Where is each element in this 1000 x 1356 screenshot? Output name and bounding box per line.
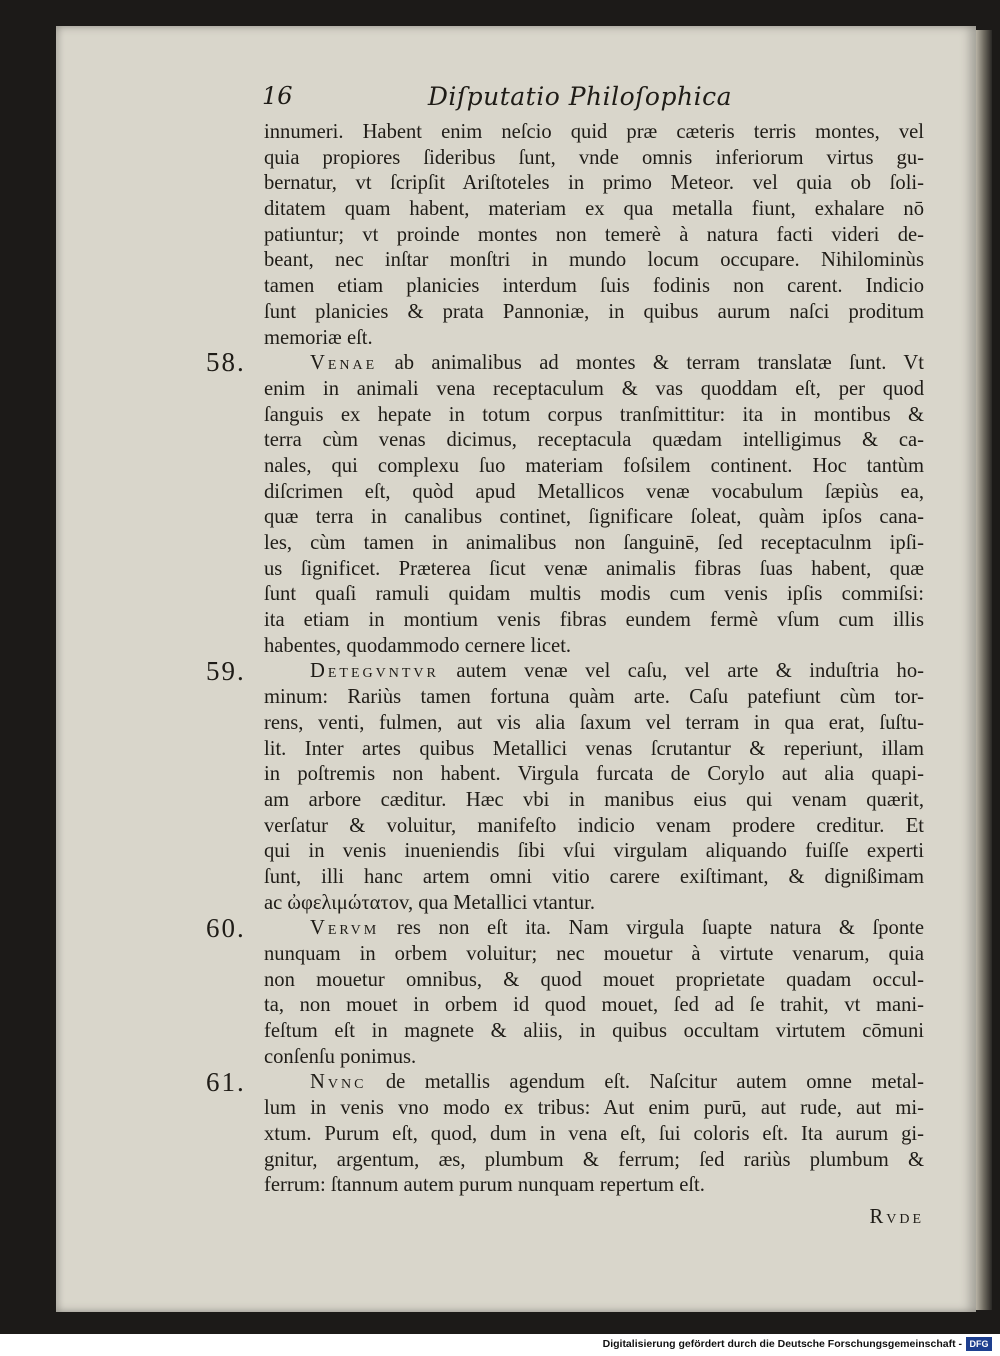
text-line: in poſtremis non habent. Virgula furcata de Corylo aut alia quapi- bbox=[264, 763, 924, 786]
text-line: rens, venti, fulmen, aut vis alia ſaxum vel terram in qua erat, ſuſtu- bbox=[264, 711, 924, 734]
text-line: habentes, quodammodo cernere licet. bbox=[264, 634, 572, 657]
text-line: xtum. Purum eſt, quod, dum in vena eſt, ſui coloris eſt. Ita aurum gi- bbox=[264, 1122, 924, 1145]
text-line: patiuntur; vt proinde montes non temerè à natura facti videri de- bbox=[264, 223, 924, 246]
footer-bar bbox=[0, 1334, 1000, 1356]
body-text bbox=[264, 120, 924, 1231]
text-line: conſenſu ponimus. bbox=[264, 1045, 417, 1068]
text-line: bernatur, vt ſcripſit Ariſtoteles in primo Meteor. vel quia ob ſoli- bbox=[264, 172, 924, 195]
text-line: beant, nec inſtar monſtri in mundo locum occupare. Nihilominùs bbox=[264, 249, 924, 272]
paragraph-lead-word: Venae bbox=[310, 352, 378, 375]
text-line: ſunt quaſi ramuli quidam multis modis cum venis ipſis commiſsi: bbox=[264, 583, 924, 606]
text-line: memoriæ eſt. bbox=[264, 326, 373, 349]
funding-credit: Digitalisierung gefördert durch die Deutsche Forschungsgemeinschaft - bbox=[602, 1338, 962, 1350]
text-line: lum in venis vno modo ex tribus: Aut enim purū, aut rude, aut mi- bbox=[264, 1097, 924, 1120]
text-line: enim in animali vena receptaculum & vas quoddam eſt, per quod bbox=[264, 377, 924, 400]
text-line bbox=[264, 351, 924, 377]
text-line: innumeri. Habent enim neſcio quid præ cæteris terris montes, vel bbox=[264, 121, 924, 143]
text-line: tamen etiam planicies interdum ſuis fodinis non carent. Indicio bbox=[264, 275, 924, 298]
paragraph-number: 61. bbox=[206, 1066, 246, 1097]
catchword: Rvde bbox=[869, 1205, 924, 1228]
dfg-logo: DFG bbox=[966, 1337, 992, 1351]
paragraph-lead-word: Detegvntvr bbox=[310, 660, 439, 683]
text-line: ſunt, illi hanc artem omni vitio carere exiſtimant, & dignißimam bbox=[264, 865, 924, 888]
text-line: qui in venis inueniendis ſibi vſui virgulam aliquando fuiſſe experti bbox=[264, 840, 924, 863]
text-line: diſcrimen eſt, quòd apud Metallicos venæ vocabulum ſæpiùs ea, bbox=[264, 480, 924, 503]
paragraph-lead-word: Vervm bbox=[310, 917, 380, 940]
text-line: ferrum: ſtannum autem purum nunquam repertum eſt. bbox=[264, 1174, 705, 1197]
text-line bbox=[264, 1070, 924, 1096]
line-text: res non eſt ita. Nam virgula ſuapte natura & ſponte bbox=[379, 917, 924, 940]
text-line: quia propiores ſideribus ſunt, vnde omnis inferiorum virtus gu- bbox=[264, 146, 924, 169]
text-line: ſanguis ex hepate in totum corpus tranſmittitur: ita in montibus & bbox=[264, 403, 924, 426]
running-title: Diſputatio Philoſophica bbox=[427, 82, 732, 111]
paragraph-number: 59. bbox=[206, 655, 246, 686]
text-line: am arbore cæditur. Hæc vbi in manibus eius qui venam quærit, bbox=[264, 788, 924, 811]
text-line: ſunt planicies & prata Pannoniæ, in quibus aurum naſci proditum bbox=[264, 300, 924, 323]
text-line: us ſignificet. Præterea ſicut venæ animalis fibras ſuas habent, quæ bbox=[264, 557, 924, 580]
line-text: de metallis agendum eſt. Naſcitur autem omne metal- bbox=[366, 1071, 924, 1094]
line-text: autem venæ vel caſu, vel arte & induſtria ho- bbox=[438, 660, 924, 683]
text-line: feſtum eſt in magnete & aliis, in quibus occultam virtutem cōmuni bbox=[264, 1020, 924, 1043]
page-number: 16 bbox=[262, 82, 293, 110]
text-line: lit. Inter artes quibus Metallici venas ſcrutantur & reperiunt, illam bbox=[264, 737, 924, 760]
text-line: ac ὠφελιμώτατοv, qua Metallici vtantur. bbox=[264, 891, 595, 914]
text-line: verſatur & voluitur, manifeſto indicio venam prodere creditur. Et bbox=[264, 814, 924, 837]
text-line: ta, non mouet in orbem id quod mouet, ſed ad ſe trahit, vt mani- bbox=[264, 994, 924, 1017]
page-edge bbox=[976, 30, 992, 1310]
paragraph-number: 60. bbox=[206, 912, 246, 943]
text-line: nales, qui complexu ſuo materiam foſsilem continent. Hoc tantùm bbox=[264, 454, 924, 477]
text-line: ditatem quam habent, materiam ex qua metalla fiunt, exhalare nō bbox=[264, 198, 924, 221]
text-line: ita etiam in montium venis fibras eundem fermè vſum cum illis bbox=[264, 609, 924, 632]
paragraph-number: 58. bbox=[206, 347, 246, 378]
text-line: quæ terra in canalibus continet, ſignificare ſoleat, quàm ipſos cana- bbox=[264, 506, 924, 529]
text-line bbox=[264, 659, 924, 685]
text-line bbox=[264, 916, 924, 942]
text-line: terra cùm venas dicimus, receptacula quædam intelligimus & ca- bbox=[264, 429, 924, 452]
text-line: nunquam in orbem voluitur; nec mouetur à virtute venarum, quia bbox=[264, 943, 924, 965]
text-line: non mouetur omnibus, & quod mouet proprietate quadam occul- bbox=[264, 968, 924, 991]
text-line: les, cùm tamen in animalibus non ſanguinē, ſed receptaculnm ipſi- bbox=[264, 532, 924, 554]
text-line: minum: Rariùs tamen fortuna quàm arte. Caſu patefiunt cùm tor- bbox=[264, 686, 924, 709]
text-line: gnitur, argentum, æs, plumbum & ferrum; ſed rariùs plumbum & bbox=[264, 1148, 924, 1171]
paragraph-lead-word: Nvnc bbox=[310, 1071, 367, 1094]
page-header bbox=[262, 82, 732, 118]
line-text: ab animalibus ad montes & terram translatæ ſunt. Vt bbox=[377, 352, 924, 375]
